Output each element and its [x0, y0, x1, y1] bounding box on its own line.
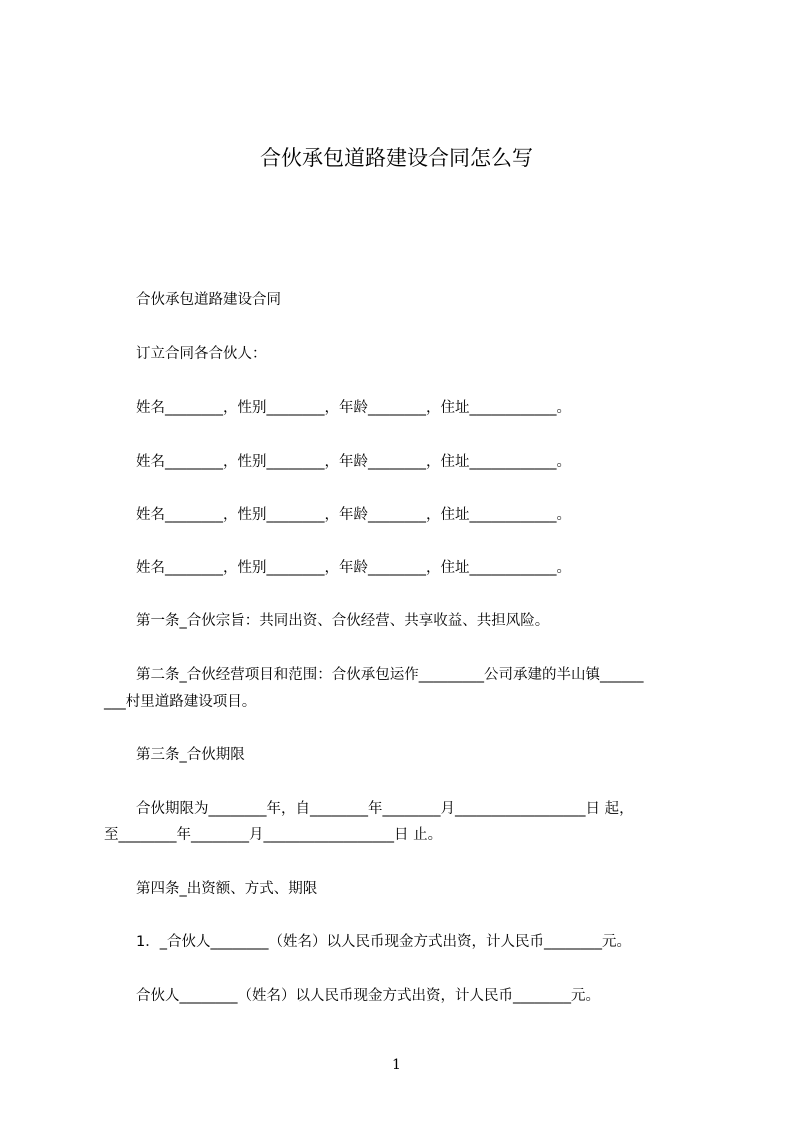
- article-4-heading: 第四条_出资额、方式、期限: [136, 881, 318, 897]
- document-title: 合伙承包道路建设合同怎么写: [260, 146, 533, 170]
- article-1: 第一条_合伙宗旨：共同出资、合伙经营、共享收益、共担风险。: [136, 613, 550, 629]
- article-3-text-line-2: 至________年________月__________________日 止。: [104, 827, 443, 843]
- partner-line-3: 姓名________，性别________，年龄________，住址____________。: [136, 507, 571, 523]
- partner-line-2: 姓名________，性别________，年龄________，住址____________。: [136, 454, 571, 470]
- article-4-item-2: 合伙人________（姓名）以人民币现金方式出资，计人民币________元。: [136, 988, 600, 1004]
- partner-line-4: 姓名________，性别________，年龄________，住址____________。: [136, 560, 571, 576]
- page-number: 1: [392, 1057, 401, 1073]
- intro-line: 订立合同各合伙人：: [136, 346, 267, 362]
- contract-heading: 合伙承包道路建设合同: [136, 292, 281, 308]
- article-2-line-1: 第二条_合伙经营项目和范围：合伙承包运作_________公司承建的半山镇______: [136, 667, 644, 683]
- partner-line-1: 姓名________，性别________，年龄________，住址____________。: [136, 400, 571, 416]
- article-2-line-2: ___村里道路建设项目。: [104, 694, 257, 710]
- article-4-item-1: 1．_合伙人________（姓名）以人民币现金方式出资，计人民币________元。: [136, 934, 631, 950]
- article-3-heading: 第三条_合伙期限: [136, 747, 245, 763]
- article-3-text-line-1: 合伙期限为________年，自________年________月__________________日 起，: [136, 801, 634, 817]
